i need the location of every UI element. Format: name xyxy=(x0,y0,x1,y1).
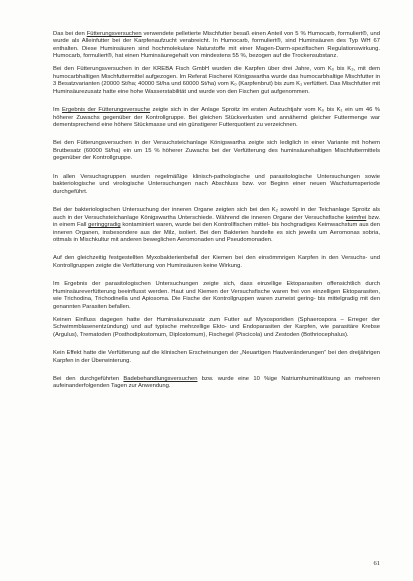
paragraph xyxy=(53,107,380,129)
text-run: zeigte sich in der Anlage Sproitz im ersten Aufzuchtjahr vom K₀ bis K₁ ein um 46 % höherer Zuwachs gegenüber der Kontrollgruppe. Bei gleichen Stückverlusten und annähernd gleicher Futtermenge war dementsprechend eine höhere Stückmasse und ein günstigerer Futterquotient zu verzeichnen. xyxy=(53,107,380,129)
underlined-phrase: Ergebnis der Fütterungsversuche xyxy=(61,107,151,114)
paragraph xyxy=(53,317,380,339)
underlined-phrase: Fütterungsversuchen xyxy=(86,31,142,37)
text-run: verwendete pelletierte Mischfutter besaß einen Anteil von 5 % Humocarb, formuliert®, und wurde als Alleinfutter bei der Karpfenaufzucht verabreicht. In Humocarb, formuliert®, sind Huminsäuren des Typ WH 67 enthalten. Diese Huminsäuren sind hochmolekulare Naturstoffe mit einer Magen-Darm-spezifischen Regulationswirkung. Humocarb, formuliert®, hat einen Huminsäuregehalt von mindestens 55 %, bezogen auf die Trockensubstanz. xyxy=(53,31,380,60)
paragraph xyxy=(53,376,380,391)
underlined-phrase: keimfrei xyxy=(345,214,367,221)
body-text xyxy=(53,31,380,391)
paragraph xyxy=(53,255,380,270)
text-run: Kein Effekt hatte die Verfütterung auf die klinischen Erscheinungen der „Neuartigen Hautveränderungen“ bei den dreijährigen Karpfen in der Überwinterung. xyxy=(53,350,380,364)
text-run: Bei den Fütterungsversuchen in der Versuchsteichanlage Königswartha zeigte sich lediglich in einer Variante mit hohem Brutbesatz (60000 St/ha) ein um 15 % höherer Zuwachs bei der Verfütterung des huminsäurehaltigen Mischfuttermittels gegenüber der Kontrollgruppe. xyxy=(53,140,380,162)
paragraph xyxy=(53,66,380,96)
text-run: bzw. wurde eine 10 %ige Natriumhuminatlösung an mehreren aufeinanderfolgenden Tagen zur Anwendung. xyxy=(53,375,380,390)
text-run: In allen Versuchsgruppen wurden regelmäßige klinisch-pathologische und parasitologische Untersuchungen sowie bakteriologische und virologische Untersuchungen nach Abschluss bzw. vor Beginn einer neuen Wachstumsperiode durchgeführt. xyxy=(53,173,380,195)
text-run: bzw. in einem Fall xyxy=(53,214,380,229)
paragraph xyxy=(53,281,380,311)
text-run: Bei den Fütterungsversuchen in der KREBA Fisch GmbH wurden die Karpfen über drei Jahre, vom K₀ bis K₃, mit dem humocarbhaltigen Mischfuttermittel aufgezogen. Im Referat Fischerei Königswartha wurde das humocarbhaltige Mischfutter in 3 Besatzvarianten (20000 St/ha; 40000 St/ha und 60000 St/ha) vom K₀ (Karpfenbrut) bis zum K₁ verfüttert. Das Mischfutter mit Huminsäurezusatz hatte eine hohe Wasserstabilität und wurde von den Fischen gut aufgenommen. xyxy=(53,66,380,95)
page-number: 61 xyxy=(373,560,380,567)
underlined-phrase: geringgradig xyxy=(88,222,121,229)
paragraph xyxy=(53,207,380,244)
text-run: kontaminiert waren, wurde bei den Kontrollfischen mittel- bis hochgradiges Keimwachstum aus den inneren Organen, insbesondere aus der Milz, isoliert. Bei den Bakterien handelte es sich jeweils um Aeromonas sobria, ottmals in Mischkultur mit anderen beweglichen Aeromonaden und Pseudomonaden. xyxy=(53,222,380,244)
text-run: Bei den durchgeführten xyxy=(53,375,124,382)
paragraph xyxy=(53,350,380,365)
paragraph xyxy=(53,140,380,162)
text-run: Bei der bakteriologischen Untersuchung der inneren Organe zeigten sich bei den K₂ sowohl in der Teichanlage Sproitz als auch in der Versuchsteichanlage Königswartha Unterschiede. Während die inneren Organe der Versuchsfische xyxy=(53,207,380,221)
text-run: Auf den gleichzeitig festgestellten Myxobakterienbefall der Kiemen bei den einsömmrigen Karpfen in den Versuchs- und Kontrollgruppen zeigte die Verfütterung von Huminsäuren keine Wirkung. xyxy=(53,255,380,269)
underlined-phrase: Badebehandlungsversuchen xyxy=(123,375,198,382)
paragraph xyxy=(53,31,380,61)
text-run: Das bei den xyxy=(53,31,87,37)
paragraph xyxy=(53,174,380,196)
text-run: Im xyxy=(53,107,62,114)
text-run: Keinen Einfluss dagegen hatte der Huminsäurezusatz zum Futter auf Myxosporidien (Sphaerospora – Erreger der Schwimmblasenentzündung) und auf typische mehrzellige Ekto- und Endoparasiten der Karpfen, wie parasitäre Krebse (Argulus), Trematoden (Posthodiplostomum, Diplostomum), Fischegel (Piscicola) und Zestoden (Bothriocephalus). xyxy=(53,316,380,338)
text-run: Im Ergebnis der parasitologischen Untersuchungen zeigte sich, dass einzellige Ektoparasiten offensichtlich durch Huminsäureverfütterung beeinflusst werden. Haut und Kiemen der Versuchsfische waren frei von einzelligen Ektoparasiten, wie Trichodina, Trichodinella und Apiosoma. Die Fische der Kontrollgruppen waren zumeist gering- bis mittelgradig mit den genannten Parasiten befallen. xyxy=(53,281,380,310)
